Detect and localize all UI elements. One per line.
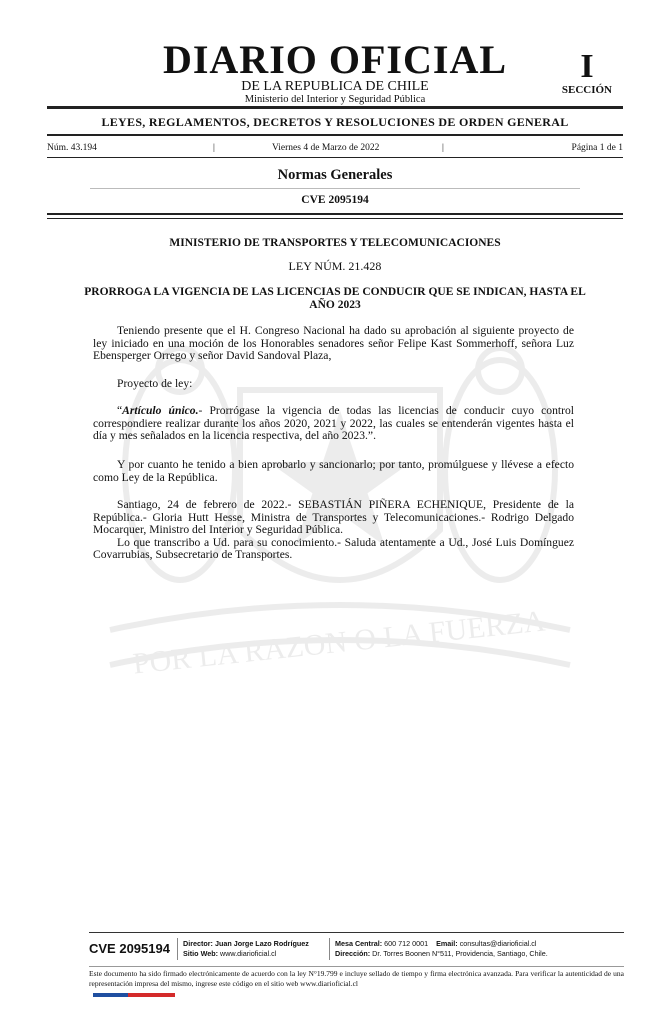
watermark-motto: POR LA RAZON O LA FUERZA — [131, 604, 547, 681]
article-label: Artículo único. — [122, 404, 199, 417]
footer-legal-notice: Este documento ha sido firmado electrónicamente de acuerdo con la ley N°19.799 e incluye sellado de tiempo y firma electrónica avanzada. Para verificar la autenticidad de una representación impresa del mismo, ingrese este código en el sitio web www.diarioficial.cl — [89, 969, 624, 988]
category-rule — [90, 188, 580, 189]
cve-code: CVE 2095194 — [301, 194, 369, 206]
website-link[interactable]: www.diarioficial.cl — [220, 949, 277, 958]
footer-contact-block — [335, 939, 548, 959]
paragraph-text — [93, 405, 574, 443]
band-rule — [47, 134, 623, 136]
paragraph-articulo — [93, 405, 574, 443]
masthead-rule-top — [47, 106, 623, 109]
footer-rule — [89, 932, 624, 933]
director-name: Juan Jorge Lazo Rodríguez — [214, 939, 309, 948]
email-link[interactable]: consultas@diarioficial.cl — [459, 939, 537, 948]
footer-director-block — [183, 939, 309, 959]
flag-blue-segment — [93, 993, 128, 997]
paragraph-text: Y por cuanto he tenido a bien aprobarlo y sancionarlo; por tanto, promúlguese y llévese a efecto como Ley de la República. — [93, 458, 574, 484]
section-band: LEYES, REGLAMENTOS, DECRETOS Y RESOLUCIONES DE ORDEN GENERAL — [101, 115, 569, 129]
footer-legal-rule — [89, 966, 624, 967]
article-text: - Prorrógase la vigencia de todas las licencias de conducir cuyo control correspondiere realizar durante los años 2020, 2021 y 2022, las cuales se entenderán vigentes hasta el día y mes señalados en la licencia respectiva, del año 2023.”. — [93, 404, 574, 443]
website-label: Sitio Web: — [183, 949, 219, 958]
category-heading: Normas Generales — [277, 167, 393, 183]
footer-cve-code: CVE 2095194 — [89, 941, 170, 956]
flag-red-segment — [128, 993, 175, 997]
address-label: Dirección: — [335, 949, 371, 958]
issue-date: Viernes 4 de Marzo de 2022 — [272, 143, 380, 153]
footer-divider — [177, 938, 178, 960]
section-label: SECCIÓN — [561, 84, 612, 96]
paragraph-text: Santiago, 24 de febrero de 2022.- SEBASTIÁN PIÑERA ECHENIQUE, Presidente de la República.- Gloria Hutt Hesse, Ministra de Transportes y Telecomunicaciones.- Rodrigo Delgado Mocarquer, Ministro del Interior y Seguridad Pública. — [93, 498, 574, 537]
paragraph-text: Proyecto de ley: — [117, 377, 193, 390]
paragraph-text: Teniendo presente que el H. Congreso Nacional ha dado su aprobación al siguiente proyecto de ley iniciado en una moción de los Honorables senadores señor Felipe Kast Sommerhoff, señora Luz Ebensperger Orrego y señor David Sandoval Plaza, — [93, 324, 574, 363]
newspaper-title: DIARIO OFICIAL — [162, 37, 508, 82]
director-label: Director: — [183, 939, 213, 948]
address-text: Dr. Torres Boonen N°511, Providencia, Santiago, Chile. — [372, 949, 548, 958]
open-quote: “ — [117, 404, 123, 417]
section-indicator — [562, 50, 612, 97]
footer-divider — [329, 938, 330, 960]
page-count: Página 1 de 1 — [571, 143, 623, 153]
law-number: LEY NÚM. 21.428 — [288, 259, 382, 273]
header-rule-double-2 — [47, 218, 623, 219]
ministry-line: Ministerio del Interior y Seguridad Pública — [244, 94, 426, 105]
section-number: I — [580, 48, 594, 85]
paragraph-text: Lo que transcribo a Ud. para su conocimiento.- Saluda atentamente a Ud., José Luis Domínguez Covarrubias, Subsecretario de Transportes. — [93, 535, 574, 562]
paragraph-promulgation — [93, 459, 574, 484]
header-rule-double-1 — [47, 213, 623, 215]
chile-flag-stripe — [93, 993, 175, 997]
info-separator: | — [442, 143, 444, 153]
paragraph-signatures — [93, 499, 574, 562]
paragraph-preamble — [93, 325, 574, 363]
central-label: Mesa Central: — [335, 939, 383, 948]
issue-number: Núm. 43.194 — [47, 143, 97, 153]
info-separator: | — [213, 143, 215, 153]
issue-info-bar — [47, 143, 623, 157]
paragraph-proyecto — [93, 378, 574, 391]
central-phone: 600 712 0001 — [384, 939, 429, 948]
info-rule — [47, 157, 623, 158]
newspaper-subtitle: DE LA REPUBLICA DE CHILE — [241, 79, 429, 94]
email-label: Email: — [436, 939, 458, 948]
ministry-heading: MINISTERIO DE TRANSPORTES Y TELECOMUNICACIONES — [169, 237, 501, 249]
law-title: PRORROGA LA VIGENCIA DE LAS LICENCIAS DE CONDUCIR QUE SE INDICAN, HASTA EL AÑO 2023 — [84, 286, 586, 311]
